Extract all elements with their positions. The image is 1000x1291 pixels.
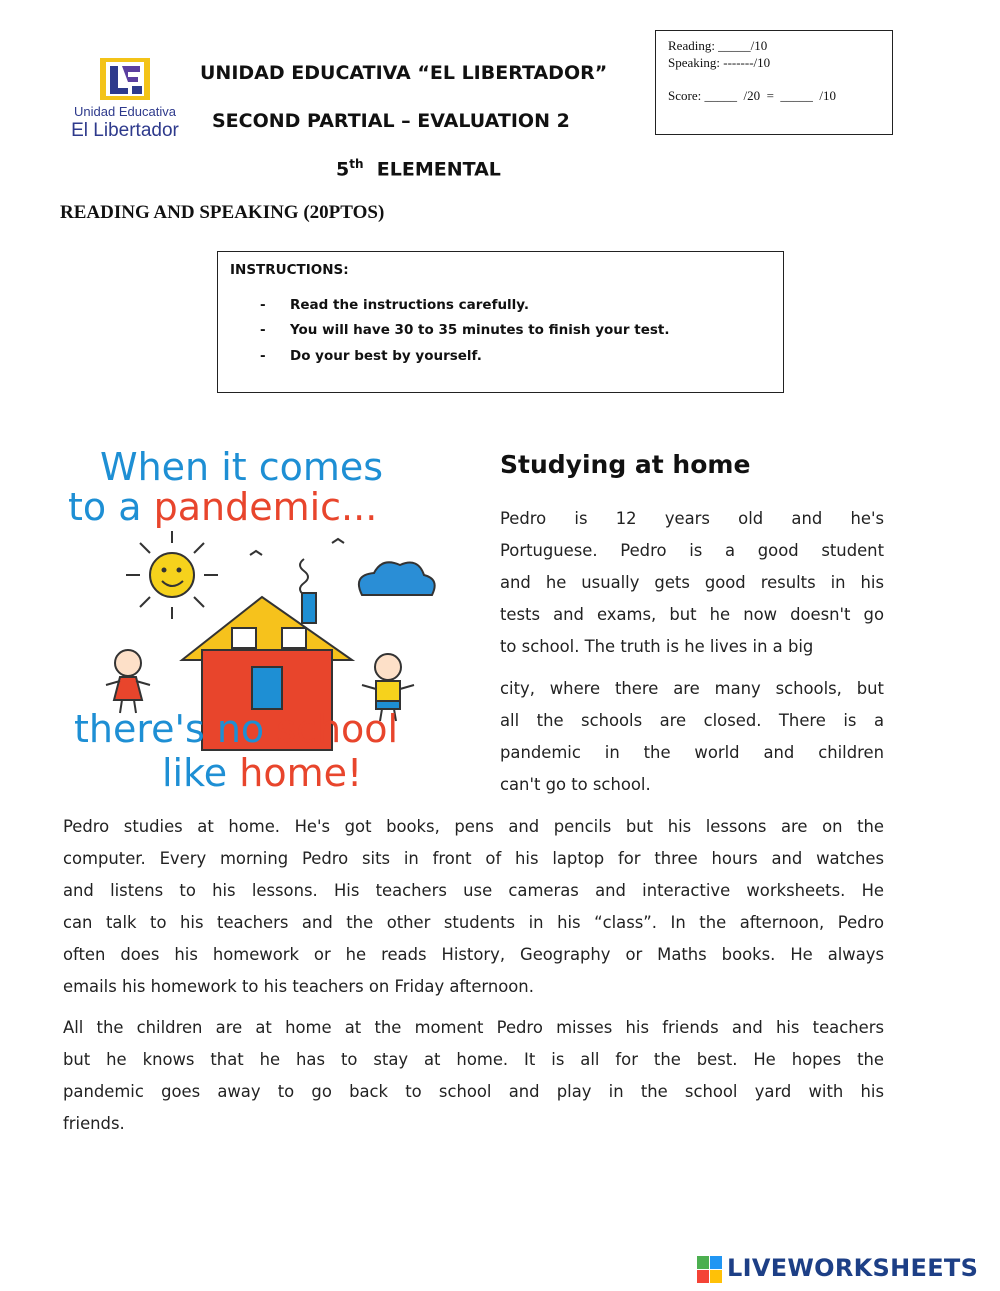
paragraph-line: but he knows that he has to stay at home. It is all for the best. He hopes the — [63, 1050, 884, 1069]
school-name: UNIDAD EDUCATIVA “EL LIBERTADOR” — [200, 62, 608, 84]
story-title: Studying at home — [500, 450, 751, 479]
illustration-line4: like home! — [162, 751, 363, 795]
cloud-icon — [359, 562, 435, 595]
instructions-title: INSTRUCTIONS: — [230, 262, 349, 278]
paragraph-line: all the schools are closed. There is a — [500, 711, 884, 730]
pandemic-illustration — [62, 445, 482, 800]
total-score: Score: _____ /20 = _____ /10 — [668, 88, 837, 103]
paragraph-line: tests and exams, but he now doesn't go — [500, 605, 884, 624]
instruction-item: - You will have 30 to 35 minutes to finish your test. — [260, 322, 670, 338]
logo-caption-line2: El Libertador — [71, 120, 179, 141]
speaking-score: Speaking: -------/10 — [668, 55, 771, 70]
score-box — [655, 30, 893, 135]
paragraph-line: All the children are at home at the moment Pedro misses his friends and his teachers — [63, 1018, 884, 1037]
school-logo-icon — [60, 52, 190, 102]
paragraph-line: Portuguese. Pedro is a good student — [500, 541, 884, 560]
grade-number: 5 — [336, 158, 350, 181]
paragraph-line: friends. — [63, 1114, 125, 1133]
illustration-line1: When it comes — [100, 445, 384, 489]
evaluation-title: SECOND PARTIAL – EVALUATION 2 — [212, 110, 570, 132]
paragraph-line: can't go to school. — [500, 775, 651, 794]
girl-icon — [106, 650, 150, 713]
illustration-line3: there's no school — [74, 707, 399, 751]
story-paragraph-3 — [63, 811, 884, 1003]
instruction-item: - Do your best by yourself. — [260, 348, 482, 364]
liveworksheets-text: LIVEWORKSHEETS — [727, 1254, 979, 1282]
paragraph-line: city, where there are many schools, but — [500, 679, 884, 698]
grade-suffix: th — [349, 157, 364, 171]
paragraph-line: Pedro is 12 years old and he's — [500, 509, 884, 528]
liveworksheets-logo-icon — [697, 1256, 723, 1284]
story-paragraph-1 — [500, 503, 884, 663]
school-logo — [60, 52, 190, 147]
story-paragraph-2 — [500, 673, 884, 801]
paragraph-line: Pedro studies at home. He's got books, pens and pencils but his lessons are on the — [63, 817, 884, 836]
paragraph-line: and he usually gets good results in his — [500, 573, 884, 592]
liveworksheets-brand[interactable] — [697, 1254, 993, 1286]
logo-caption-line1: Unidad Educativa — [74, 104, 176, 119]
paragraph-line: can talk to his teachers and the other students in his “class”. In the afternoon, Pedro — [63, 913, 884, 932]
sun-icon — [126, 531, 218, 619]
paragraph-line: to school. The truth is he lives in a big — [500, 637, 814, 656]
paragraph-line: pandemic in the world and children — [500, 743, 884, 762]
grade-label: ELEMENTAL — [376, 158, 501, 181]
paragraph-line: and listens to his lessons. His teachers use cameras and interactive worksheets. He — [63, 881, 884, 900]
paragraph-line: often does his homework or he reads History, Geography or Maths books. He always — [63, 945, 884, 964]
paragraph-line: emails his homework to his teachers on Friday afternoon. — [63, 977, 534, 996]
paragraph-line: pandemic goes away to go back to school and play in the school yard with his — [63, 1082, 884, 1101]
section-title: READING AND SPEAKING (20PTOS) — [60, 202, 385, 223]
grade-title — [336, 157, 501, 180]
story-paragraph-4 — [63, 1012, 884, 1140]
instruction-item: - Read the instructions carefully. — [260, 297, 529, 313]
instructions-box — [217, 251, 784, 393]
reading-score: Reading: _____/10 — [668, 38, 768, 53]
illustration-line2: to a pandemic... — [68, 485, 378, 529]
paragraph-line: computer. Every morning Pedro sits in front of his laptop for three hours and watches — [63, 849, 884, 868]
